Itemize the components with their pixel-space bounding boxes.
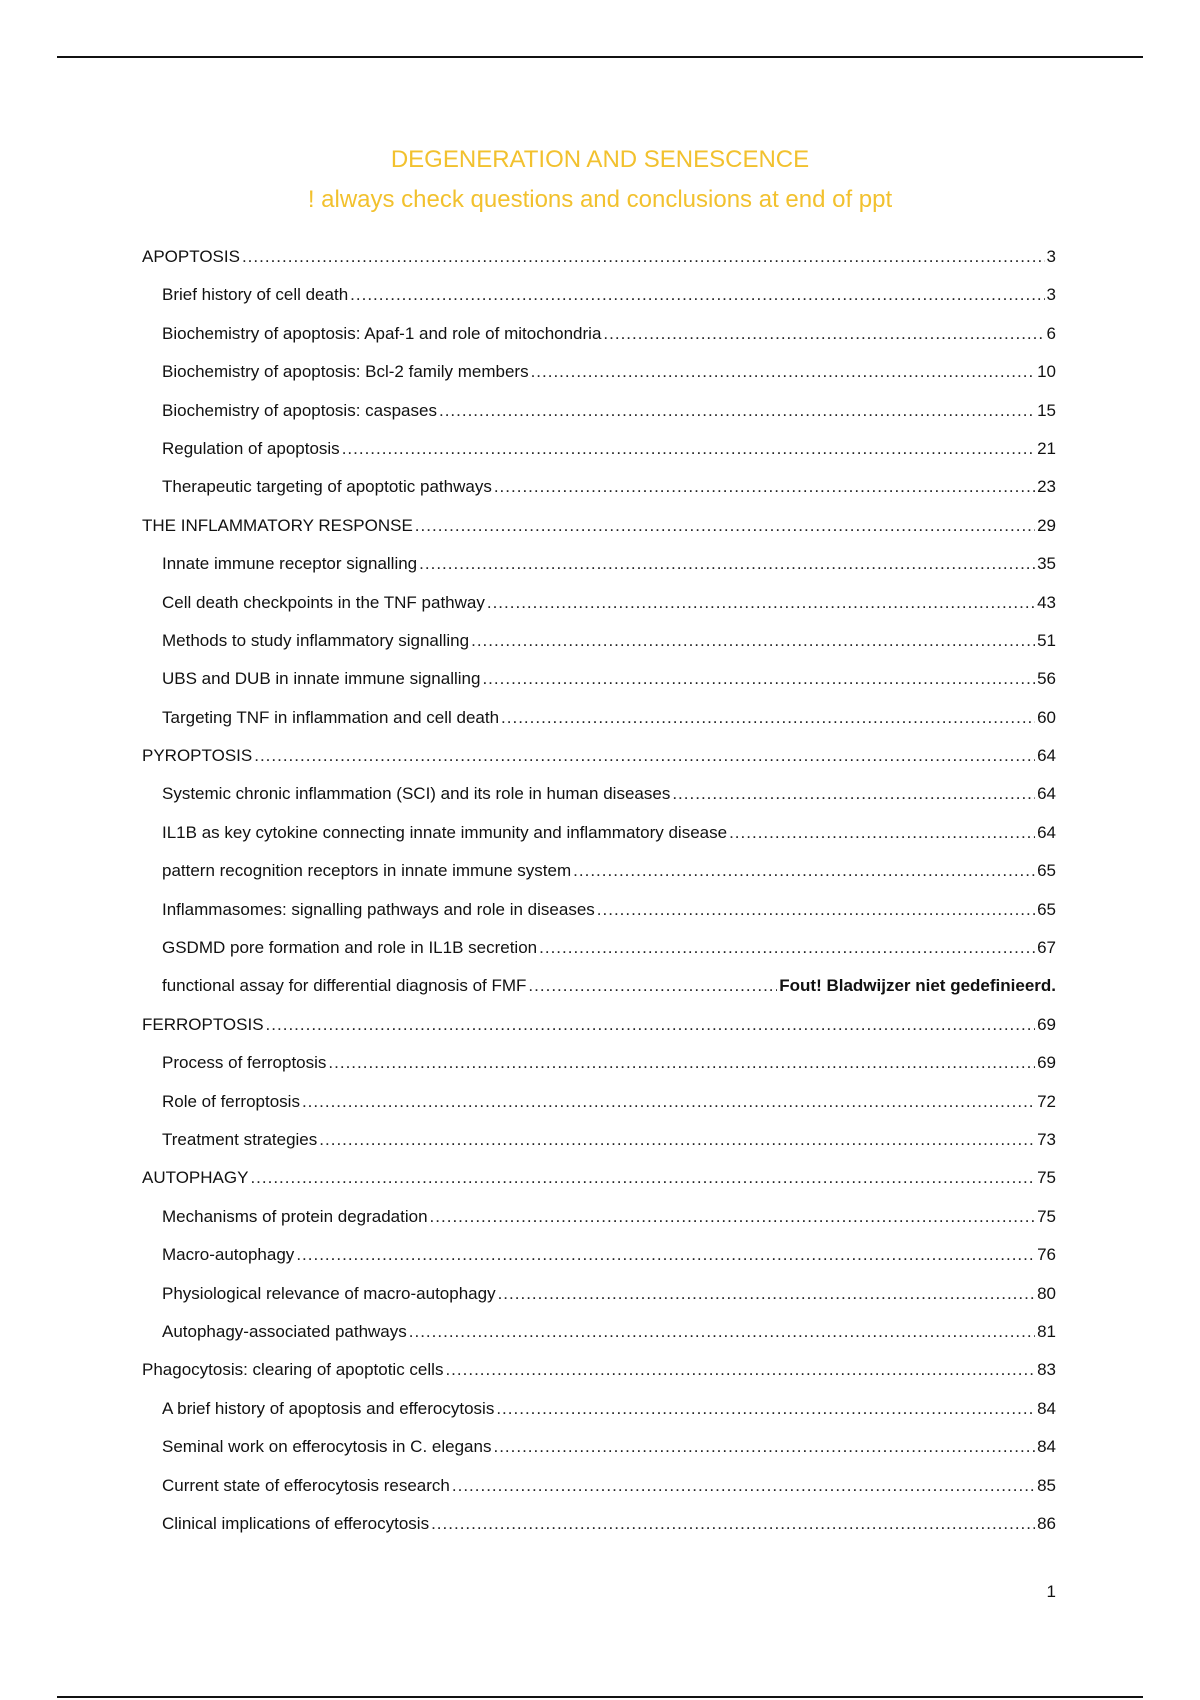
toc-dot-leader [250, 1159, 1035, 1197]
toc-dot-leader [430, 1198, 1036, 1236]
toc-entry-page-number: 75 [1037, 1168, 1056, 1188]
toc-entry-page-number: 51 [1037, 630, 1056, 650]
toc-entry-page-number: 69 [1037, 1053, 1056, 1073]
toc-dot-leader [493, 1428, 1035, 1466]
toc-dot-leader [342, 430, 1035, 468]
toc-subsection-entry[interactable] [142, 1275, 1056, 1313]
toc-entry-page-number: 64 [1037, 746, 1056, 766]
toc-dot-leader [419, 545, 1035, 583]
toc-entry-page-number: 81 [1037, 1321, 1056, 1341]
toc-subsection-entry[interactable] [142, 1313, 1056, 1351]
toc-entry-label: Physiological relevance of macro-autophagy [162, 1283, 496, 1303]
toc-subsection-entry[interactable] [142, 1505, 1056, 1543]
toc-entry-page-number: 56 [1037, 669, 1056, 689]
toc-subsection-entry[interactable] [142, 1121, 1056, 1159]
toc-entry-page-number: 84 [1037, 1398, 1056, 1418]
toc-entry-label: AUTOPHAGY [142, 1168, 249, 1188]
toc-entry-label: PYROPTOSIS [142, 746, 253, 766]
toc-entry-label: APOPTOSIS [142, 247, 240, 266]
toc-dot-leader [452, 1467, 1035, 1505]
toc-dot-leader [498, 1275, 1036, 1313]
toc-entry-page-number: 84 [1037, 1437, 1056, 1457]
toc-entry-label: UBS and DUB in innate immune signalling [162, 669, 481, 689]
toc-subsection-entry[interactable] [142, 699, 1056, 737]
toc-section-entry[interactable] [142, 1351, 1056, 1389]
toc-entry-page-number: 43 [1037, 592, 1056, 612]
toc-entry-page-number: 21 [1037, 438, 1056, 458]
toc-entry-page-number: 64 [1037, 822, 1056, 842]
document-subtitle: ! always check questions and conclusions at end of ppt [307, 186, 893, 213]
toc-entry-label: Current state of efferocytosis research [162, 1475, 450, 1495]
toc-entry-label: Brief history of cell death [162, 285, 349, 305]
toc-section-entry[interactable] [142, 1006, 1056, 1044]
toc-entry-page-number: 73 [1037, 1129, 1056, 1149]
toc-entry-page-number: 75 [1037, 1206, 1056, 1226]
toc-entry-page-number: 3 [1046, 285, 1056, 305]
toc-dot-leader [496, 1390, 1035, 1428]
toc-entry-label: Process of ferroptosis [162, 1053, 327, 1073]
toc-subsection-entry[interactable] [142, 545, 1056, 583]
toc-entry-label: Biochemistry of apoptosis: Bcl-2 family members [162, 362, 529, 382]
toc-dot-leader [729, 814, 1035, 852]
toc-subsection-entry[interactable] [142, 1198, 1056, 1236]
toc-dot-leader [603, 315, 1044, 353]
toc-dot-leader [431, 1505, 1035, 1543]
toc-entry-label: IL1B as key cytokine connecting innate immunity and inflammatory disease [162, 822, 728, 842]
toc-subsection-entry[interactable] [142, 1467, 1056, 1505]
toc-entry-label: Mechanisms of protein degradation [162, 1206, 428, 1226]
toc-entry-label: THE INFLAMMATORY RESPONSE [142, 515, 413, 535]
toc-entry-page-number: 35 [1037, 554, 1056, 574]
toc-dot-leader [439, 392, 1035, 430]
toc-entry-label: Biochemistry of apoptosis: caspases [162, 400, 437, 420]
toc-dot-leader [242, 238, 1045, 276]
toc-subsection-entry[interactable] [142, 1428, 1056, 1466]
toc-subsection-entry[interactable] [142, 353, 1056, 391]
toc-subsection-entry[interactable] [142, 430, 1056, 468]
toc-entry-page-number: 29 [1037, 515, 1056, 535]
toc-entry-page-number: 72 [1037, 1091, 1056, 1111]
toc-subsection-entry[interactable] [142, 929, 1056, 967]
toc-dot-leader [445, 1351, 1035, 1389]
toc-dot-leader [482, 660, 1035, 698]
toc-entry-page-number: 3 [1046, 247, 1056, 266]
toc-entry-page-number: 65 [1037, 861, 1056, 881]
toc-section-entry[interactable] [142, 1159, 1056, 1197]
toc-entry-label: Targeting TNF in inflammation and cell death [162, 707, 500, 727]
toc-entry-page-number: 83 [1037, 1360, 1056, 1380]
toc-subsection-entry[interactable] [142, 468, 1056, 506]
toc-subsection-entry[interactable] [142, 967, 1056, 1005]
toc-section-entry[interactable] [142, 507, 1056, 545]
toc-dot-leader [597, 891, 1035, 929]
toc-dot-leader [328, 1044, 1035, 1082]
toc-entry-page-number: 15 [1037, 400, 1056, 420]
toc-entry-label: Seminal work on efferocytosis in C. elegans [162, 1437, 492, 1457]
toc-dot-leader [302, 1083, 1035, 1121]
toc-dot-leader [350, 276, 1044, 314]
toc-entry-page-number: 80 [1037, 1283, 1056, 1303]
toc-dot-leader [573, 852, 1035, 890]
toc-subsection-entry[interactable] [142, 775, 1056, 813]
header-rule [57, 56, 1143, 58]
toc-entry-label: Treatment strategies [162, 1129, 318, 1149]
toc-entry-page-number: 10 [1037, 362, 1056, 382]
toc-entry-page-number: 60 [1037, 707, 1056, 727]
toc-entry-label: Role of ferroptosis [162, 1091, 300, 1111]
toc-entry-label: Regulation of apoptosis [162, 438, 340, 458]
table-of-contents [142, 238, 1056, 1543]
toc-section-entry[interactable] [142, 737, 1056, 775]
toc-entry-label: A brief history of apoptosis and efferocytosis [162, 1398, 495, 1418]
toc-entry-label: Autophagy-associated pathways [162, 1321, 407, 1341]
toc-subsection-entry[interactable] [142, 276, 1056, 314]
toc-entry-label: Biochemistry of apoptosis: Apaf-1 and role of mitochondria [162, 323, 602, 343]
toc-entry-page-number: 23 [1037, 477, 1056, 497]
toc-section-entry[interactable] [142, 238, 1056, 276]
toc-dot-leader [531, 353, 1036, 391]
toc-entry-label: Inflammasomes: signalling pathways and role in diseases [162, 899, 595, 919]
toc-entry-label: Cell death checkpoints in the TNF pathway [162, 592, 485, 612]
toc-subsection-entry[interactable] [142, 1083, 1056, 1121]
toc-entry-page-number: 85 [1037, 1475, 1056, 1495]
toc-dot-leader [672, 775, 1035, 813]
toc-subsection-entry[interactable] [142, 660, 1056, 698]
toc-subsection-entry[interactable] [142, 814, 1056, 852]
toc-entry-label: Macro-autophagy [162, 1245, 295, 1265]
toc-entry-page-number: 76 [1037, 1245, 1056, 1265]
toc-entry-error-text: Fout! Bladwijzer niet gedefinieerd. [779, 976, 1056, 996]
toc-entry-label: Innate immune receptor signalling [162, 554, 418, 574]
toc-entry-label: Clinical implications of efferocytosis [162, 1513, 430, 1533]
toc-entry-label: pattern recognition receptors in innate immune system [162, 861, 572, 881]
toc-dot-leader [501, 699, 1035, 737]
toc-subsection-entry[interactable] [142, 1236, 1056, 1274]
toc-entry-page-number: 67 [1037, 938, 1056, 958]
toc-dot-leader [409, 1313, 1035, 1351]
toc-entry-page-number: 69 [1037, 1014, 1056, 1034]
toc-entry-page-number: 6 [1046, 323, 1056, 343]
toc-entry-label: Methods to study inflammatory signalling [162, 630, 470, 650]
toc-entry-label: Phagocytosis: clearing of apoptotic cells [142, 1360, 444, 1380]
toc-entry-label: GSDMD pore formation and role in IL1B secretion [162, 938, 538, 958]
toc-subsection-entry[interactable] [142, 1390, 1056, 1428]
toc-subsection-entry[interactable] [142, 392, 1056, 430]
toc-dot-leader [254, 737, 1035, 775]
toc-entry-label: Therapeutic targeting of apoptotic pathways [162, 477, 492, 497]
toc-subsection-entry[interactable] [142, 315, 1056, 353]
toc-subsection-entry[interactable] [142, 1044, 1056, 1082]
toc-dot-leader [266, 1006, 1036, 1044]
toc-entry-label: Systemic chronic inflammation (SCI) and its role in human diseases [162, 784, 671, 804]
toc-dot-leader [415, 507, 1035, 545]
document-title: DEGENERATION AND SENESCENCE [390, 146, 810, 173]
page-number: 1 [1046, 1582, 1056, 1601]
toc-subsection-entry[interactable] [142, 891, 1056, 929]
toc-entry-label: functional assay for differential diagnosis of FMF [162, 976, 527, 996]
toc-dot-leader [319, 1121, 1035, 1159]
toc-dot-leader [471, 622, 1035, 660]
toc-dot-leader [494, 468, 1035, 506]
toc-dot-leader [296, 1236, 1035, 1274]
toc-entry-page-number: 65 [1037, 899, 1056, 919]
footer-rule [57, 1696, 1143, 1698]
toc-subsection-entry[interactable] [142, 852, 1056, 890]
toc-subsection-entry[interactable] [142, 584, 1056, 622]
toc-entry-label: FERROPTOSIS [142, 1014, 264, 1034]
toc-dot-leader [528, 967, 777, 1005]
toc-entry-page-number: 64 [1037, 784, 1056, 804]
toc-dot-leader [487, 584, 1035, 622]
toc-dot-leader [539, 929, 1035, 967]
toc-entry-page-number: 86 [1037, 1513, 1056, 1533]
toc-subsection-entry[interactable] [142, 622, 1056, 660]
